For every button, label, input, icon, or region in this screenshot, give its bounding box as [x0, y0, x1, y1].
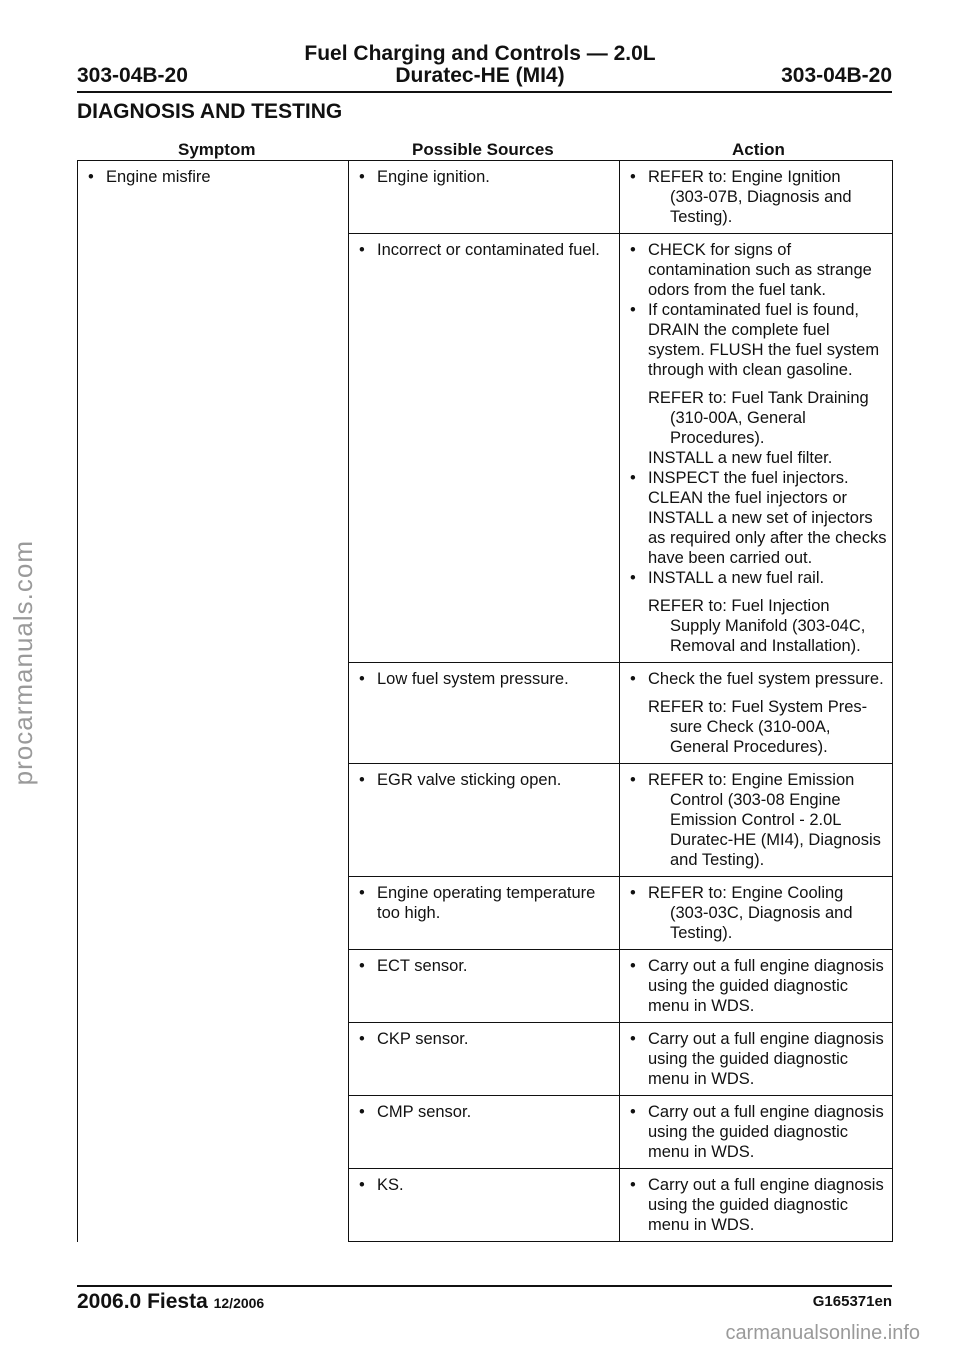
- source-cell: [349, 161, 620, 234]
- action-bullet: • REFER to: Engine Emission: [630, 770, 888, 790]
- action-bullet: • CHECK for signs of contamination such as strange odors from the fuel tank.: [630, 240, 888, 300]
- action-reference: REFER to: Fuel Tank Draining: [648, 389, 869, 407]
- source-cell: [349, 1096, 620, 1169]
- action-cell: [620, 161, 893, 234]
- source-cell: [349, 1169, 620, 1242]
- action-cell: [620, 877, 893, 950]
- table-row: [78, 234, 893, 663]
- action-reference: REFER to: Fuel System Pres-: [648, 698, 868, 716]
- action-reference-detail: Control (303-08 Engine Emission Control - 2.0L Duratec-HE (MI4), Diagnosis and Testing).: [670, 791, 881, 869]
- action-cell: [620, 1169, 893, 1242]
- source-text: • Low fuel system pressure.: [359, 669, 615, 689]
- action-cell: [620, 764, 893, 877]
- header-rule: [77, 91, 892, 93]
- action-cell: [620, 234, 893, 663]
- page-number-right: 303-04B-20: [781, 64, 892, 87]
- table-row: [78, 663, 893, 764]
- diagnosis-table-body: [78, 161, 893, 1242]
- footer-website-watermark: carmanualsonline.info: [725, 1322, 920, 1344]
- footer-model-name: 2006.0 Fiesta: [77, 1290, 208, 1313]
- source-cell: [349, 950, 620, 1023]
- symptom-cell: [78, 1096, 349, 1169]
- action-bullet: • Carry out a full engine diagnosis using the guided diagnostic menu in WDS.: [630, 1102, 888, 1162]
- action-reference-detail: (310-00A, General Procedures).: [670, 409, 806, 447]
- footer-model: [77, 1290, 264, 1314]
- action-cell: [620, 663, 893, 764]
- source-text: • Incorrect or contaminated fuel.: [359, 240, 615, 260]
- table-row: [78, 161, 893, 234]
- source-cell: [349, 234, 620, 663]
- symptom-cell: [78, 764, 349, 877]
- action-bullet: • REFER to: Engine Cooling: [630, 883, 888, 903]
- symptom-cell: [78, 877, 349, 950]
- action-bullet: • Carry out a full engine diagnosis using the guided diagnostic menu in WDS.: [630, 956, 888, 1016]
- action-bullet: • Carry out a full engine diagnosis using the guided diagnostic menu in WDS.: [630, 1175, 888, 1235]
- action-text: INSTALL a new fuel filter.: [648, 449, 833, 467]
- action-reference: REFER to: Fuel Injection: [648, 597, 830, 615]
- footer-code: G165371en: [812, 1293, 892, 1310]
- side-watermark: procarmanuals.com: [8, 540, 38, 786]
- column-header-symptom: Symptom: [178, 140, 256, 159]
- source-text: • CKP sensor.: [359, 1029, 615, 1049]
- action-bullet: • Check the fuel system pressure.: [630, 669, 888, 689]
- action-bullet: • Carry out a full engine diagnosis using the guided diagnostic menu in WDS.: [630, 1029, 888, 1089]
- document-title: Fuel Charging and Controls — 2.0L: [304, 42, 656, 65]
- action-reference-detail: Supply Manifold (303-04C, Removal and Installation).: [670, 617, 866, 655]
- table-row: [78, 764, 893, 877]
- action-cell: [620, 1023, 893, 1096]
- table-row: [78, 1169, 893, 1242]
- symptom-cell: [78, 161, 349, 234]
- symptom-cell: [78, 1169, 349, 1242]
- symptom-cell: [78, 663, 349, 764]
- symptom-cell: [78, 234, 349, 663]
- document-subtitle: Duratec-HE (MI4): [395, 64, 565, 87]
- footer-rule: [77, 1285, 892, 1287]
- table-row: [78, 1023, 893, 1096]
- source-cell: [349, 877, 620, 950]
- action-bullet: • If contaminated fuel is found, DRAIN the complete fuel system. FLUSH the fuel system through with clean gasoline.: [630, 300, 888, 380]
- symptom-text: • Engine misfire: [88, 167, 344, 187]
- table-row: [78, 877, 893, 950]
- symptom-cell: [78, 1023, 349, 1096]
- diagnosis-table: [77, 160, 893, 1242]
- column-header-action: Action: [732, 140, 785, 159]
- source-cell: [349, 764, 620, 877]
- source-text: • Engine ignition.: [359, 167, 615, 187]
- table-row: [78, 950, 893, 1023]
- action-bullet: • INSTALL a new fuel rail.: [630, 568, 888, 588]
- column-header-sources: Possible Sources: [412, 140, 554, 159]
- action-cell: [620, 950, 893, 1023]
- source-text: • Engine operating temperature too high.: [359, 883, 615, 923]
- symptom-cell: [78, 950, 349, 1023]
- action-bullet: • INSPECT the fuel injectors. CLEAN the fuel injectors or INSTALL a new set of injectors as required only after the checks have been carried out.: [630, 468, 888, 568]
- section-title: DIAGNOSIS AND TESTING: [77, 100, 343, 123]
- action-reference-detail: (303-07B, Diagnosis and Testing).: [670, 188, 852, 226]
- source-text: • KS.: [359, 1175, 615, 1195]
- source-text: • ECT sensor.: [359, 956, 615, 976]
- page-number-left: 303-04B-20: [77, 64, 188, 87]
- source-cell: [349, 1023, 620, 1096]
- source-cell: [349, 663, 620, 764]
- source-text: • EGR valve sticking open.: [359, 770, 615, 790]
- table-row: [78, 1096, 893, 1169]
- source-text: • CMP sensor.: [359, 1102, 615, 1122]
- action-reference-detail: sure Check (310-00A, General Procedures).: [670, 718, 831, 756]
- action-cell: [620, 1096, 893, 1169]
- footer-date: 12/2006: [213, 1295, 265, 1311]
- action-reference-detail: (303-03C, Diagnosis and Testing).: [670, 904, 853, 942]
- action-bullet: • REFER to: Engine Ignition: [630, 167, 888, 187]
